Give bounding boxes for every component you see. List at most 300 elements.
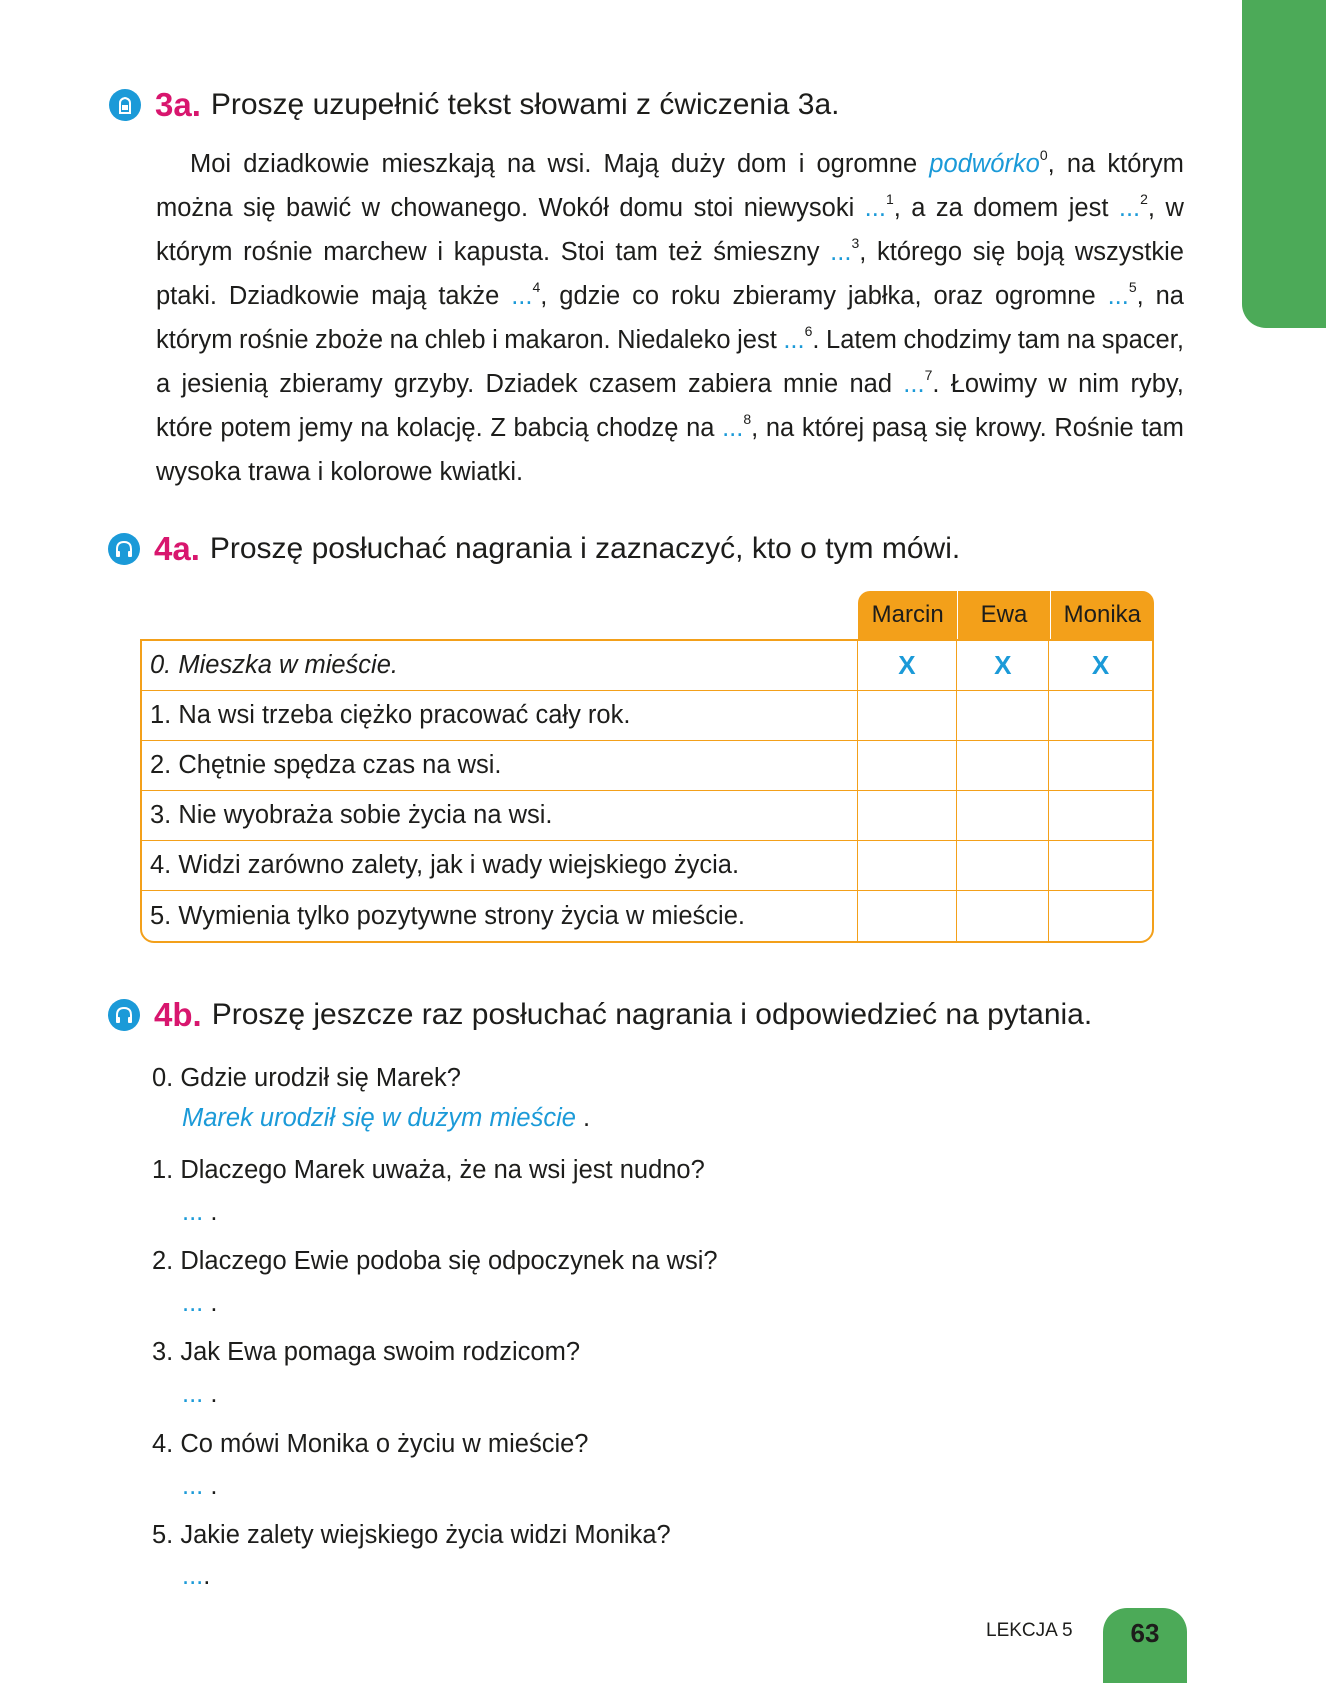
answer-end: . — [203, 1198, 218, 1226]
text-fragment: którego — [876, 238, 963, 266]
text-fragment: , — [1136, 282, 1144, 310]
text-fragment: w — [1048, 370, 1067, 398]
word — [1069, 186, 1109, 230]
mark-cell-marcin[interactable] — [857, 691, 957, 740]
text-fragment: jest — [1068, 194, 1109, 222]
paragraph-line — [156, 318, 1184, 362]
text-fragment: kolorowe — [330, 458, 433, 486]
word — [239, 318, 308, 362]
answer-line[interactable] — [182, 1198, 217, 1227]
word — [1054, 406, 1133, 450]
word — [1048, 362, 1066, 406]
text-fragment: krowy. — [974, 414, 1047, 442]
text-fragment: zbieramy — [279, 370, 383, 398]
text-fragment: Dziadkowie — [228, 282, 360, 310]
text-fragment: bawić — [286, 194, 352, 222]
text-fragment: w — [1165, 194, 1184, 222]
word — [802, 406, 864, 450]
word — [1119, 186, 1155, 230]
word — [872, 406, 927, 450]
word — [440, 450, 524, 494]
word — [561, 230, 605, 274]
word — [507, 142, 535, 186]
text-fragment: wsi. — [547, 150, 592, 178]
answer-text: ... — [182, 1380, 204, 1408]
answer-line[interactable] — [182, 1472, 217, 1501]
text-fragment: na — [1066, 150, 1096, 178]
text-fragment: niewysoki — [743, 194, 855, 222]
word — [396, 406, 482, 450]
word — [604, 142, 659, 186]
question: 3. Jak Ewa pomaga swoim rodzicom? — [152, 1338, 581, 1366]
text-fragment: makaron. — [504, 326, 611, 354]
answer-line[interactable] — [182, 1380, 217, 1409]
word — [548, 142, 592, 186]
word — [766, 406, 794, 450]
text-fragment: pasą — [871, 414, 928, 442]
answer-end: . — [203, 1472, 218, 1500]
table-row — [142, 741, 1152, 791]
answer-line[interactable] — [182, 1289, 217, 1318]
word — [995, 274, 1096, 318]
lesson-label: LEKCJA 5 — [986, 1620, 1073, 1641]
exercise-number: 3a. — [155, 86, 201, 123]
word — [190, 142, 231, 186]
word — [1018, 318, 1061, 362]
text-fragment: spacer, — [1101, 326, 1184, 354]
text-fragment: rośnie — [243, 238, 313, 266]
word — [826, 318, 897, 362]
gap-number: 7 — [924, 366, 933, 383]
text-fragment: można — [156, 194, 233, 222]
text-fragment: grzyby. — [393, 370, 475, 398]
text-fragment: Wokół — [538, 194, 609, 222]
headphones-icon — [108, 999, 140, 1031]
text-fragment: a — [156, 370, 171, 398]
question: 5. Jakie zalety wiejskiego życia widzi Monika? — [152, 1521, 671, 1549]
text-fragment: oraz — [933, 282, 984, 310]
word — [514, 406, 589, 450]
text-fragment: marchew — [323, 238, 427, 266]
word — [911, 186, 925, 230]
word — [596, 406, 678, 450]
text-fragment: kwiatki. — [439, 458, 524, 486]
text-fragment: co — [632, 282, 660, 310]
statement-text: 4. Widzi zarówno zalety, jak i wady wiejskiego życia. — [150, 851, 740, 879]
word — [486, 362, 578, 406]
text-fragment: na — [1155, 282, 1184, 310]
mark-cell-marcin[interactable] — [857, 891, 957, 941]
text-fragment: ryby, — [1130, 370, 1184, 398]
mark-cell-marcin[interactable]: X — [857, 641, 957, 690]
word — [243, 142, 369, 186]
exercise-instruction: Proszę uzupełnić tekst słowami z ćwiczenia 3a. — [210, 88, 840, 121]
word — [688, 362, 772, 406]
word — [323, 230, 426, 274]
text-fragment: za — [935, 194, 963, 222]
word — [156, 318, 233, 362]
word — [243, 186, 276, 230]
text-fragment: którym — [156, 238, 233, 266]
mark-cell-ewa[interactable]: X — [956, 641, 1048, 690]
gap-blank[interactable]: ... — [783, 326, 805, 354]
word — [816, 142, 917, 186]
word — [156, 274, 217, 318]
gap-blank[interactable]: ... — [830, 238, 852, 266]
word — [671, 142, 725, 186]
answer-text: ... — [182, 1198, 204, 1226]
word — [220, 406, 291, 450]
word — [935, 406, 968, 450]
text-fragment: dom — [736, 150, 787, 178]
word — [669, 230, 703, 274]
text-fragment: , — [540, 282, 548, 310]
mark-cell-marcin[interactable] — [857, 791, 957, 840]
word — [617, 318, 730, 362]
word — [371, 274, 426, 318]
word — [511, 274, 547, 318]
mark-cell-ewa[interactable] — [956, 891, 1048, 941]
text-fragment: boją — [1015, 238, 1065, 266]
text-fragment: na — [507, 150, 536, 178]
text-fragment: , — [859, 238, 867, 266]
word — [615, 230, 658, 274]
text-fragment: chodzę — [596, 414, 679, 442]
word — [229, 274, 359, 318]
word — [1108, 274, 1144, 318]
word — [975, 406, 1047, 450]
word — [1107, 142, 1184, 186]
word — [903, 318, 1011, 362]
text-fragment: na — [360, 414, 389, 442]
text-fragment: też — [668, 238, 703, 266]
word — [156, 362, 170, 406]
text-fragment: Łowimy — [950, 370, 1038, 398]
mark-cell-marcin[interactable] — [857, 741, 957, 790]
paragraph-line — [156, 230, 1184, 274]
word — [437, 230, 443, 274]
statement-text: 3. Nie wyobraża sobie życia na wsi. — [150, 801, 553, 829]
headphones-icon — [108, 533, 140, 565]
answer-end: . — [203, 1562, 211, 1590]
word — [286, 186, 351, 230]
text-fragment: duży — [670, 150, 725, 178]
paragraph-line — [156, 362, 1184, 406]
mark-cell-monika[interactable] — [1048, 891, 1152, 941]
text-fragment: Moi — [190, 150, 232, 178]
word — [330, 450, 432, 494]
word — [799, 142, 805, 186]
table-row — [142, 641, 1152, 691]
exercise-3a-header — [109, 86, 839, 124]
word — [865, 186, 901, 230]
word — [973, 230, 1006, 274]
word — [299, 406, 353, 450]
text-fragment: mają — [371, 282, 427, 310]
word — [1156, 274, 1184, 318]
word — [783, 362, 838, 406]
text-fragment: gdzie — [559, 282, 621, 310]
word — [1067, 318, 1095, 362]
text-fragment: i — [437, 238, 444, 266]
text-fragment: kapusta. — [453, 238, 551, 266]
word — [694, 186, 734, 230]
paragraph-line — [156, 450, 1184, 494]
text-fragment: , — [751, 414, 759, 442]
text-fragment: kolację. — [396, 414, 483, 442]
text-fragment: , — [1047, 150, 1055, 178]
word — [156, 186, 233, 230]
word — [425, 318, 486, 362]
text-fragment: babcią — [513, 414, 589, 442]
word — [903, 362, 939, 406]
text-fragment: , — [1147, 194, 1156, 222]
word — [362, 186, 380, 230]
gap-blank[interactable]: ... — [1107, 282, 1129, 310]
text-fragment: wszystkie — [1074, 238, 1184, 266]
table-header — [858, 591, 1154, 639]
gap-number: 6 — [804, 322, 813, 339]
text-fragment: tam — [1141, 414, 1184, 442]
word — [733, 274, 836, 318]
word — [248, 450, 310, 494]
text-fragment: potem — [220, 414, 292, 442]
word — [318, 450, 324, 494]
word — [492, 318, 498, 362]
word — [877, 230, 962, 274]
word — [589, 362, 677, 406]
text-fragment: Stoi — [560, 238, 605, 266]
answer-end: . — [575, 1104, 591, 1132]
exercise-4a-header — [108, 530, 960, 568]
exercise-4b-header — [108, 996, 1092, 1034]
mark-cell-monika[interactable] — [1048, 741, 1152, 790]
paragraph-line — [156, 186, 1184, 230]
text-fragment: i — [492, 326, 498, 354]
text-fragment: rośnie — [239, 326, 309, 354]
word — [391, 186, 529, 230]
answer-line[interactable] — [182, 1562, 210, 1591]
word — [1078, 362, 1119, 406]
text-fragment: nim — [1078, 370, 1120, 398]
text-fragment: chodzimy — [903, 326, 1012, 354]
text-fragment: w — [361, 194, 381, 222]
statement-text: 0. Mieszka w mieście. — [150, 651, 398, 679]
text-fragment: tam — [1017, 326, 1061, 354]
text-fragment: zbieramy — [732, 282, 836, 310]
mark-cell-monika[interactable]: X — [1048, 641, 1152, 690]
text-fragment: które — [156, 414, 213, 442]
text-fragment: którym — [156, 326, 233, 354]
gap-blank[interactable]: ... — [1118, 194, 1141, 222]
answer-line[interactable] — [182, 1104, 590, 1133]
fill-in-paragraph — [156, 142, 1184, 494]
word — [315, 318, 383, 362]
text-fragment: ogromne — [995, 282, 1096, 310]
word — [1075, 230, 1184, 274]
speaker-table — [140, 639, 1154, 943]
column-header-marcin: Marcin — [871, 601, 944, 628]
word — [1141, 406, 1184, 450]
text-fragment: jemy — [298, 414, 353, 442]
mark-cell-ewa[interactable] — [956, 841, 1048, 890]
text-fragment: Z — [490, 414, 506, 442]
word — [1130, 362, 1183, 406]
text-fragment: , — [893, 194, 901, 222]
word — [1165, 186, 1183, 230]
word — [830, 230, 866, 274]
text-fragment: tam — [615, 238, 658, 266]
answer-end: . — [203, 1289, 218, 1317]
answer-text: ... — [182, 1472, 204, 1500]
text-fragment: a — [911, 194, 926, 222]
text-fragment: i — [798, 150, 805, 178]
text-fragment: jesienią — [181, 370, 268, 398]
gap-number: 8 — [743, 410, 752, 427]
text-fragment: zboże — [315, 326, 384, 354]
word — [181, 362, 267, 406]
word — [737, 318, 777, 362]
word — [539, 186, 609, 230]
gap-number: 2 — [1140, 190, 1148, 207]
example-answer: podwórko — [929, 150, 1040, 178]
word — [390, 318, 418, 362]
text-fragment: chowanego. — [390, 194, 529, 222]
word — [929, 142, 1054, 186]
gap-number: 1 — [885, 190, 894, 207]
word — [671, 274, 721, 318]
text-fragment: na — [389, 326, 419, 354]
gap-blank[interactable]: ... — [722, 414, 744, 442]
text-fragment: . — [812, 326, 820, 354]
text-fragment: Niedaleko — [617, 326, 731, 354]
word — [632, 274, 659, 318]
statement-text: 1. Na wsi trzeba ciężko pracować cały rok. — [150, 701, 631, 729]
text-fragment: i — [317, 458, 324, 486]
gap-blank[interactable]: ... — [903, 370, 925, 398]
gap-blank[interactable]: ... — [864, 194, 886, 222]
table-row — [142, 841, 1152, 891]
question: 0. Gdzie urodził się Marek? — [152, 1064, 461, 1092]
text-fragment: chleb — [424, 326, 486, 354]
mark-cell-monika[interactable] — [1048, 841, 1152, 890]
word — [156, 406, 213, 450]
word — [849, 362, 892, 406]
text-fragment: domu — [619, 194, 684, 222]
text-fragment: ogromne — [816, 150, 918, 178]
word — [737, 142, 787, 186]
question: 4. Co mówi Monika o życiu w mieście? — [152, 1430, 589, 1458]
text-fragment: trawa — [248, 458, 311, 486]
text-fragment: którym — [1107, 150, 1184, 178]
word — [973, 186, 1058, 230]
text-fragment: roku — [670, 282, 721, 310]
text-fragment: na — [765, 414, 795, 442]
word — [360, 406, 388, 450]
text-fragment: się — [934, 414, 968, 442]
word — [156, 230, 233, 274]
mark-cell-monika[interactable] — [1048, 791, 1152, 840]
word — [279, 362, 382, 406]
statement-text: 2. Chętnie spędza czas na wsi. — [150, 751, 502, 779]
word — [382, 142, 495, 186]
word — [454, 230, 550, 274]
statement-text: 5. Wymienia tylko pozytywne strony życia w mieście. — [150, 901, 745, 930]
gap-number: 4 — [532, 278, 541, 295]
writing-icon — [109, 89, 141, 121]
question: 1. Dlaczego Marek uważa, że na wsi jest nudno? — [152, 1156, 705, 1184]
word — [438, 274, 499, 318]
text-fragment: dziadkowie — [243, 150, 370, 178]
column-header-monika: Monika — [1050, 591, 1154, 639]
text-fragment: ptaki. — [156, 282, 217, 310]
text-fragment: Rośnie — [1054, 414, 1134, 442]
word — [686, 406, 714, 450]
word — [504, 318, 610, 362]
exercise-instruction: Proszę jeszcze raz posłuchać nagrania i odpowiedzieć na pytania. — [211, 998, 1093, 1031]
text-fragment: śmieszny — [713, 238, 820, 266]
table-row — [142, 691, 1152, 741]
page-number: 63 — [1130, 1618, 1160, 1648]
answer-text: Marek urodził się w dużym mieście — [182, 1104, 576, 1132]
word — [394, 362, 474, 406]
word — [559, 274, 620, 318]
mark-cell-ewa[interactable] — [956, 741, 1048, 790]
word — [933, 274, 983, 318]
text-fragment: stoi — [693, 194, 734, 222]
mark-cell-ewa[interactable] — [956, 791, 1048, 840]
word — [1016, 230, 1064, 274]
mark-cell-ewa[interactable] — [956, 691, 1048, 740]
paragraph-line — [156, 274, 1184, 318]
text-fragment: mnie — [782, 370, 839, 398]
answer-text: ... — [182, 1562, 204, 1590]
word — [1067, 142, 1095, 186]
word — [619, 186, 683, 230]
text-fragment: na — [686, 414, 715, 442]
word — [156, 450, 241, 494]
text-fragment: zabiera — [688, 370, 772, 398]
column-header-ewa: Ewa — [957, 591, 1049, 639]
text-fragment: czasem — [588, 370, 677, 398]
word — [936, 186, 963, 230]
text-fragment: także — [438, 282, 500, 310]
answer-end: . — [203, 1380, 218, 1408]
answer-text: ... — [182, 1289, 204, 1317]
text-fragment: domem — [973, 194, 1059, 222]
question: 2. Dlaczego Ewie podoba się odpoczynek na wsi? — [152, 1247, 718, 1275]
text-fragment: której — [801, 414, 865, 442]
word — [243, 230, 312, 274]
text-fragment: Dziadek — [485, 370, 578, 398]
gap-number: 5 — [1128, 278, 1137, 295]
text-fragment: się — [972, 238, 1006, 266]
text-fragment: . — [932, 370, 940, 398]
mark-cell-marcin[interactable] — [857, 841, 957, 890]
exercise-instruction: Proszę posłuchać nagrania i zaznaczyć, kto o tym mówi. — [209, 532, 961, 565]
gap-blank[interactable]: ... — [511, 282, 533, 310]
word — [783, 318, 819, 362]
paragraph-line — [156, 406, 1184, 450]
word — [1102, 318, 1184, 362]
word — [713, 230, 819, 274]
text-fragment: jabłka, — [847, 282, 922, 310]
mark-cell-monika[interactable] — [1048, 691, 1152, 740]
text-fragment: nad — [849, 370, 893, 398]
word — [722, 406, 758, 450]
word — [744, 186, 855, 230]
exercise-number: 4b. — [154, 996, 202, 1033]
